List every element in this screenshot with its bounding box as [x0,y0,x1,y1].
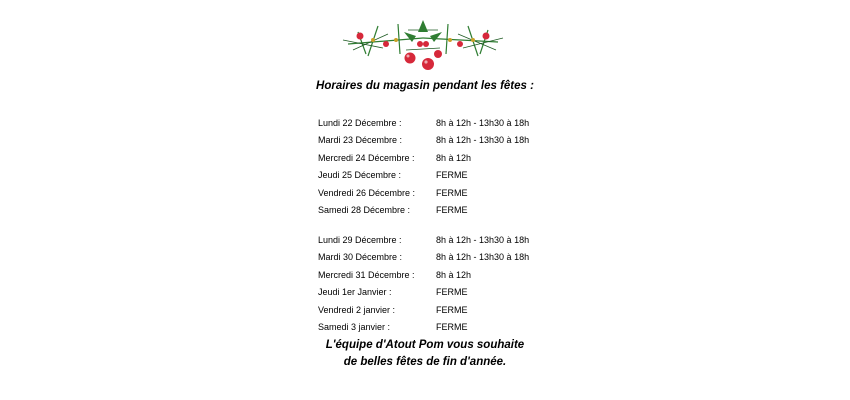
schedule-spacer [318,219,578,231]
christmas-garland-image [338,14,508,78]
schedule-row [318,319,578,337]
schedule-row [318,184,578,202]
greeting-line-2: de belles fêtes de fin d'année. [343,356,507,368]
schedule-row [318,149,578,167]
schedule-day: Mercredi 24 Décembre : [318,152,415,163]
schedule-row [318,249,578,267]
schedule-hours: FERME [436,322,468,333]
schedule-hours: 8h à 12h - 13h30 à 18h [436,234,530,245]
schedule-day: Samedi 28 Décembre : [318,205,411,216]
schedule-hours: FERME [436,170,468,181]
schedule-row [318,202,578,220]
schedule-row [318,167,578,185]
schedule-hours: 8h à 12h - 13h30 à 18h [436,117,530,128]
schedule-day: Lundi 22 Décembre : [318,117,402,128]
schedule-hours: 8h à 12h - 13h30 à 18h [436,252,530,263]
schedule-day: Vendredi 2 janvier : [318,304,396,315]
schedule-day: Lundi 29 Décembre : [318,234,402,245]
schedule-hours: FERME [436,205,468,216]
schedule-day: Mercredi 31 Décembre : [318,269,415,280]
greeting-line-1: L'équipe d'Atout Pom vous souhaite [325,339,525,351]
schedule-hours: 8h à 12h [436,269,472,280]
page-title: Horaires du magasin pendant les fêtes : [316,80,534,92]
schedule-day: Vendredi 26 Décembre : [318,187,416,198]
schedule-hours: FERME [436,287,468,298]
schedule-row [318,301,578,319]
schedule-day: Mardi 30 Décembre : [318,252,403,263]
schedule-row [318,231,578,249]
schedule-hours: FERME [436,304,468,315]
schedule-day: Jeudi 1er Janvier : [318,287,392,298]
schedule-day: Jeudi 25 Décembre : [318,170,402,181]
schedule-row [318,266,578,284]
schedule-row [318,114,578,132]
schedule-row [318,284,578,302]
schedule-day: Mardi 23 Décembre : [318,135,403,146]
schedule-day: Samedi 3 janvier : [318,322,391,333]
opening-hours-schedule [318,114,578,336]
schedule-row [318,132,578,150]
schedule-hours: FERME [436,187,468,198]
schedule-hours: 8h à 12h [436,152,472,163]
holiday-greeting [0,337,850,371]
schedule-hours: 8h à 12h - 13h30 à 18h [436,135,530,146]
